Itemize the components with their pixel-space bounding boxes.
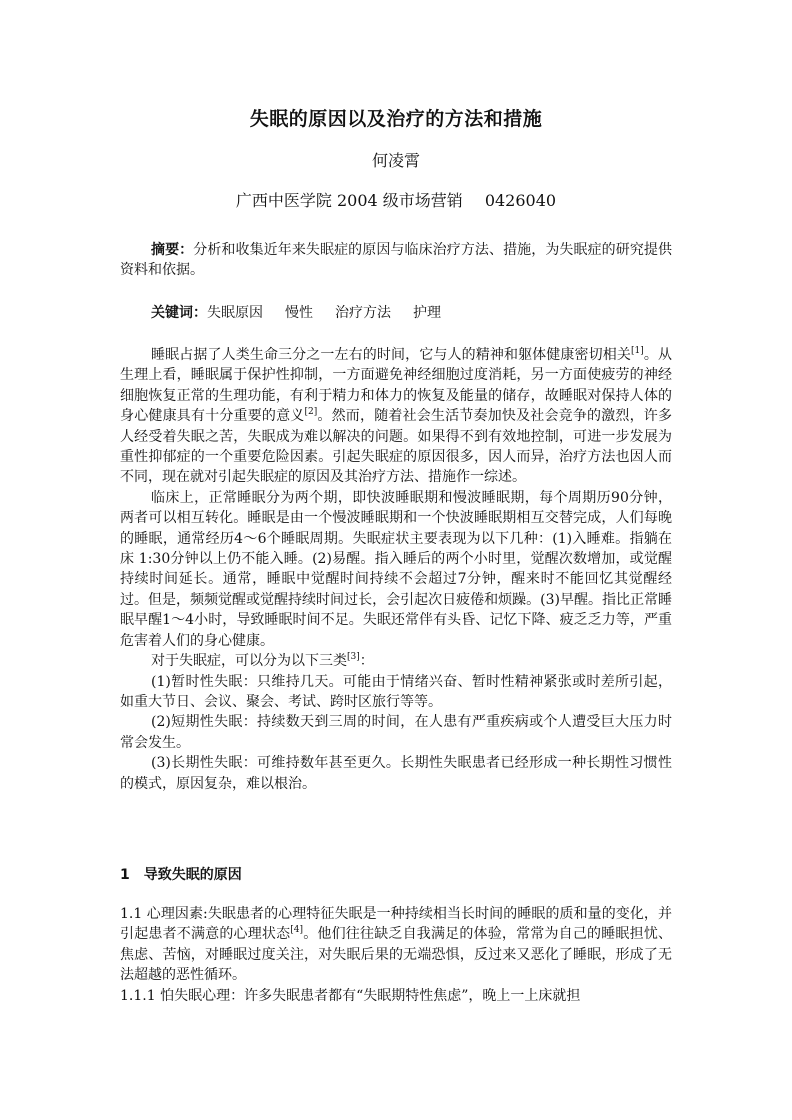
section-number: 1 <box>120 867 130 883</box>
paragraph-text: 睡眠占据了人类生命三分之一左右的时间，它与人的精神和躯体健康密切相关 <box>151 347 632 363</box>
paragraph-text: 对于失眠症，可以分为以下三类 <box>151 653 347 670</box>
paragraph-text: 。他们往往缺乏自我满足的体验，常常为自己的睡眠担忧、焦虑、苦恼，对睡眠过度关注，对失眠后果的无端恐惧，反过来又恶化了睡眠，形成了无法超越的恶性循环。 <box>120 926 673 984</box>
body-paragraph <box>120 345 672 488</box>
section-heading <box>120 864 242 884</box>
keyword: 护理 <box>413 305 441 321</box>
abstract-text: 分析和收集近年来失眠症的原因与临床治疗方法、措施，为失眠症的研究提供资料和依据。 <box>120 242 672 279</box>
keywords <box>120 303 672 323</box>
body-paragraph <box>120 651 672 671</box>
citation: [3] <box>347 652 360 663</box>
introduction <box>120 345 672 794</box>
paragraph-text: 。从生理上看，睡眠属于保护性抑制，一方面避免神经细胞过度消耗，另一方面使疲劳的神经细胞恢复正常的生理功能，有利于精力和体力的恢复及能量的储存，故睡眠对保持人体的身心健康具有十分重要的意义 <box>120 347 673 425</box>
list-paragraph: (2)短期性失眠：持续数天到三周的时间，在人患有严重疾病或个人遭受巨大压力时常会发生。 <box>120 714 672 751</box>
author-name: 何凌霄 <box>371 151 420 170</box>
list-paragraph: (1)暂时性失眠：只维持几天。可能由于情绪兴奋、暂时性精神紧张或时差所引起，如重大节日、会议、聚会、考试、跨时区旅行等等。 <box>120 673 672 710</box>
section-title: 导致失眠的原因 <box>143 867 242 883</box>
paper-title: 失眠的原因以及治疗的方法和措施 <box>249 108 543 130</box>
author-affiliation <box>0 188 792 211</box>
subsection-paragraph: 1.1.1 怕失眠心理：许多失眠患者都有“失眠期特性焦虑”，晚上一上床就担 <box>120 987 581 1004</box>
paragraph-text: ： <box>359 653 374 670</box>
keyword: 慢性 <box>285 305 313 321</box>
citation: [4] <box>290 925 304 936</box>
keyword: 治疗方法 <box>335 305 391 321</box>
section-body <box>120 904 672 1006</box>
abstract-label: 摘要： <box>151 242 194 258</box>
paragraph-text: 。然而，随着社会生活节奏加快及社会竞争的激烈，许多人经受着失眠之苦，失眠成为难以解决的问题。如果得不到有效地控制，可进一步发展为重性抑郁症的一个重要危险因素。引起失眠症的原因很多，因人而异，治疗方法也因人而不同，现在就对引起失眠症的原因及其治疗方法、措施作一综述。 <box>120 408 673 486</box>
affiliation-school: 广西中医学院 2004 级市场营销 <box>235 191 463 210</box>
keyword: 失眠原因 <box>207 305 263 321</box>
paragraph-text: 1.1 心理因素:失眠患者的心理特征失眠是一种持续相当长时间的睡眠的质和量的变化，并引起患者不满意的心理状态 <box>120 906 672 943</box>
body-paragraph: 临床上，正常睡眠分为两个期，即快波睡眠期和慢波睡眠期，每个周期历90分钟，两者可以相互转化。睡眠是由一个慢波睡眠期和一个快波睡眠期相互交替完成，人们每晚的睡眠，通常经历4～6个睡眠周期。失眠症状主要表现为以下几种：(1)入睡难。指躺在床 1:30分钟以上仍不能入睡。(2)易醒。指入睡后的两个小时里，觉醒次数增加，或觉醒持续时间延长。通常，睡眠中觉醒时间持续不会超过7分钟，醒来时不能回忆其觉醒经过。但是，频频觉醒或觉醒持续时间过长，会引起次日疲倦和烦躁。(3)早醒。指比正常睡眠早醒1～4小时，导致睡眠时间不足。失眠还常伴有头昏、记忆下降、疲乏乏力等，严重危害着人们的身心健康。 <box>120 489 672 649</box>
keywords-label: 关键词： <box>151 305 207 321</box>
citation: [1] <box>631 346 644 356</box>
student-id: 0426040 <box>484 191 557 210</box>
abstract <box>120 240 672 281</box>
subsection-paragraph <box>120 904 672 986</box>
list-paragraph: (3)长期性失眠：可维持数年甚至更久。长期性失眠患者已经形成一种长期性习惯性的模式，原因复杂，难以根治。 <box>120 755 672 792</box>
citation: [2] <box>304 407 318 418</box>
